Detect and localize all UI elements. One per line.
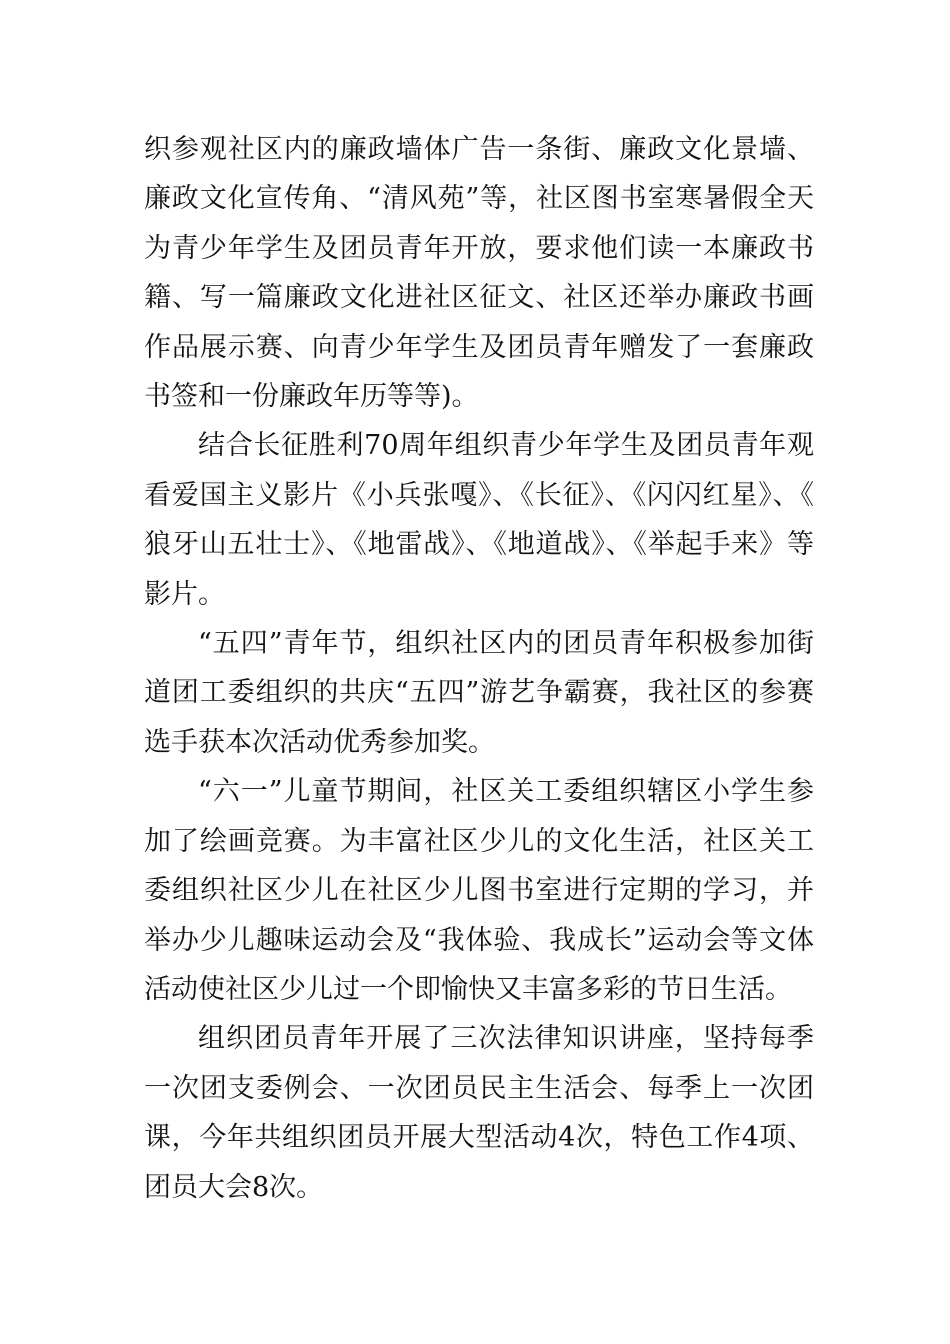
document-page [144, 125, 814, 1212]
paragraph-childrens-day: “六一”儿童节期间，社区关工委组织辖区小学生参加了绘画竞赛。为丰富社区少儿的文化生活，社区关工委组织社区少儿在社区少儿图书室进行定期的学习，并举办少儿趣味运动会及“我体验、我成长”运动会等文体活动使社区少儿过一个即愉快又丰富多彩的节日生活。 [144, 776, 814, 1005]
paragraph-law-lectures: 组织团员青年开展了三次法律知识讲座，坚持每季一次团支委例会、一次团员民主生活会、每季上一次团课，今年共组织团员开展大型活动4次，特色工作4项、团员大会8次。 [144, 1023, 814, 1203]
paragraph-continuation: 织参观社区内的廉政墙体广告一条街、廉政文化景墙、廉政文化宣传角、“清风苑”等，社区图书室寒暑假全天为青少年学生及团员青年开放，要求他们读一本廉政书籍、写一篇廉政文化进社区征文、社区还举办廉政书画作品展示赛、向青少年学生及团员青年赠发了一套廉政书签和一份廉政年历等等)。 [144, 134, 814, 413]
paragraph-long-march-films: 结合长征胜利70周年组织青少年学生及团员青年观看爱国主义影片《小兵张嘎》、《长征》、《闪闪红星》、《狼牙山五壮士》、《地雷战》、《地道战》、《举起手来》等影片。 [144, 430, 814, 610]
paragraph-may-fourth: “五四”青年节，组织社区内的团员青年积极参加街道团工委组织的共庆“五四”游艺争霸赛，我社区的参赛选手获本次活动优秀参加奖。 [144, 628, 814, 758]
